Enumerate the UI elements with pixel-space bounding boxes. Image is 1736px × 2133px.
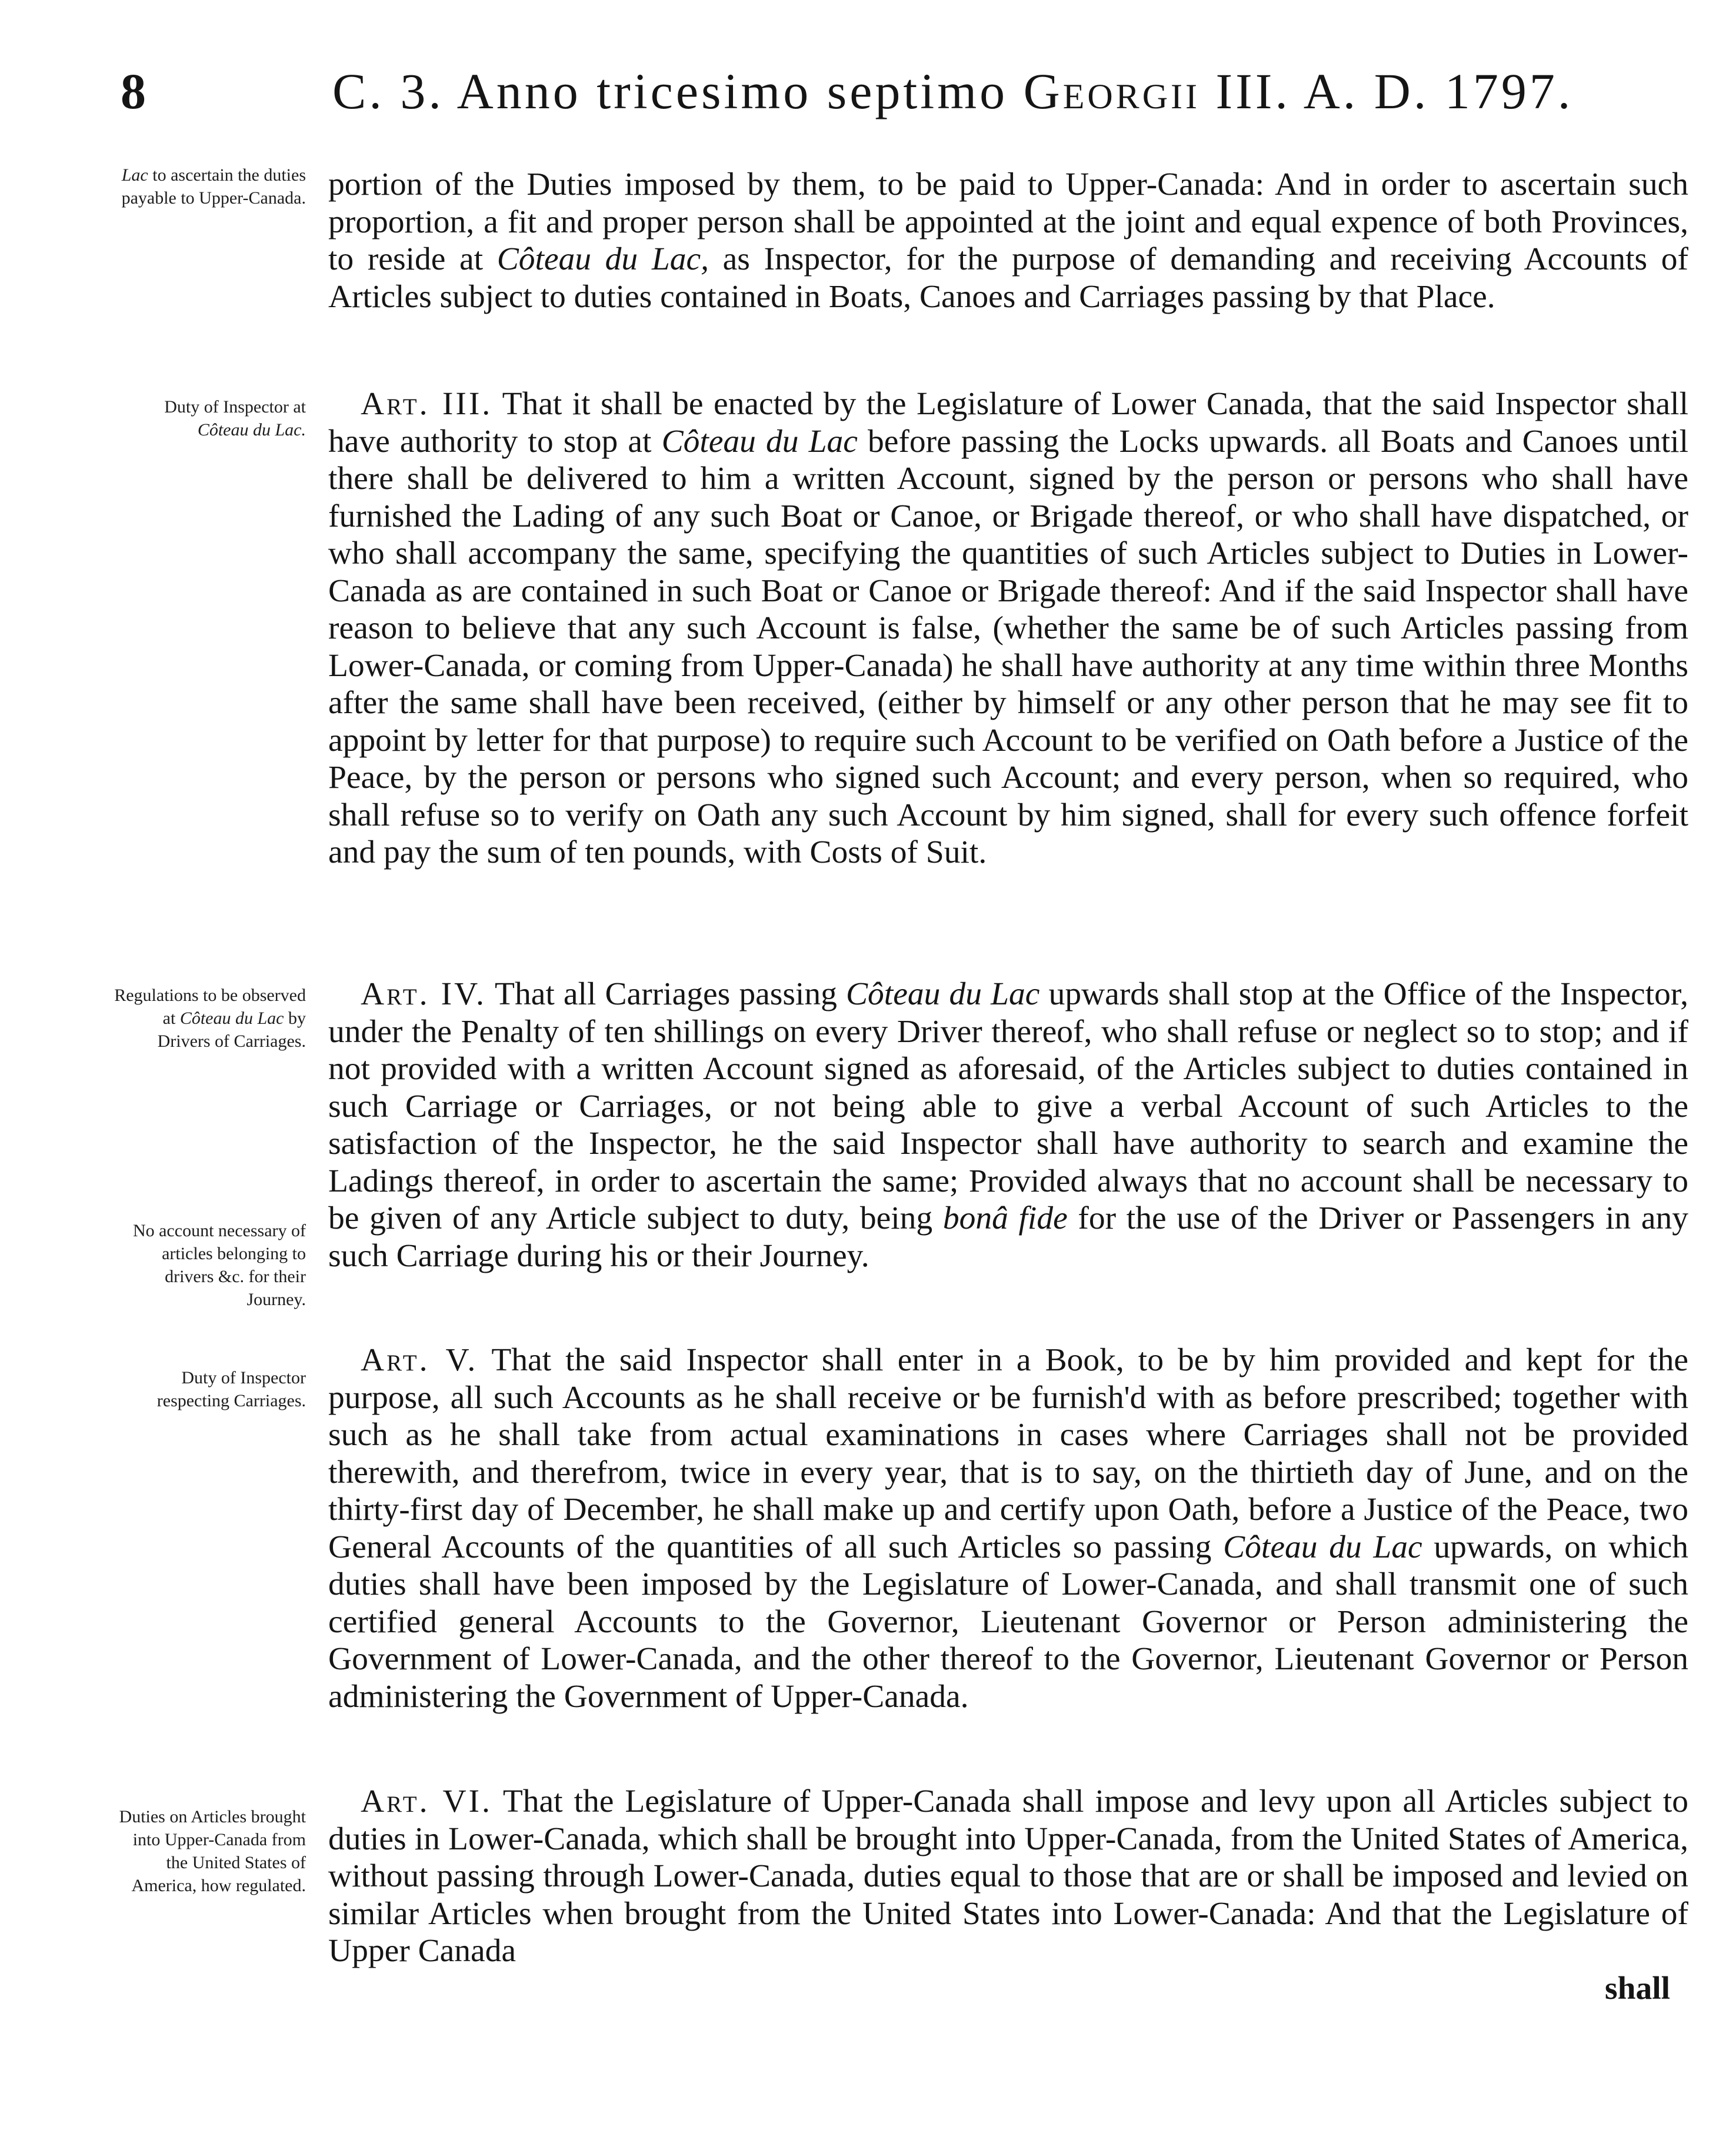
chapter-number: C. 3. <box>332 63 444 119</box>
article-vi: Art. VI. That the Legislature of Upper-Canada shall impose and levy upon all Articles subject to duties in Lower-Canada, which shall be brought into Upper-Canada, from the United States of America, without passing through Lower-Canada, duties equal to those that are or shall be imposed and levied on similar Articles when brought from the United States into Lower-Canada: And that the Legislature of Upper Canada <box>328 1783 1688 1969</box>
article-v: Art. V. That the said Inspector shall enter in a Book, to be by him provided and kept for the purpose, all such Accounts as he shall receive or be furnish'd with as before prescribed; together with such as he shall take from actual examinations in cases where Carriages shall not be provided therewith, and therefrom, twice in every year, that is to say, on the thirtieth day of June, and on the thirty-first day of December, he shall make up and certify upon Oath, before a Justice of the Peace, two General Accounts of the quantities of all such Articles so passing Côteau du Lac upwards, on which duties shall have been imposed by the Legislature of Lower-Canada, and shall transmit one of such certified general Accounts to the Governor, Lieutenant Governor or Person administering the Government of Lower-Canada, and the other thereof to the Governor, Lieutenant Governor or Person administering the Government of Upper-Canada. <box>328 1342 1688 1715</box>
article-label: Art. III. <box>361 386 493 422</box>
page-header <box>112 62 1688 132</box>
monarch-numeral: III. <box>1215 63 1291 119</box>
margin-note: Lac to ascertain the duties payable to Upper-Canada. <box>121 165 306 208</box>
catchword: shall <box>1605 1971 1671 2006</box>
article-label: Art. IV. <box>361 976 487 1012</box>
running-head <box>332 62 1573 121</box>
margin-note: No account necessary of articles belonging to drivers &c. for their Journey. <box>132 1221 306 1309</box>
year-of-lord: A. D. 1797. <box>1303 63 1574 119</box>
article-iv: Art. IV. That all Carriages passing Côteau du Lac upwards shall stop at the Office of the Inspector, under the Penalty of ten shillings on every Driver thereof, who shall refuse or neglect so to stop; and if not provided with a written Account signed as aforesaid, of the Articles subject to duties contained in such Carriage or Carriages, or not being able to give a verbal Account of such Articles to the satisfaction of the Inspector, he the said Inspector shall have authority to search and examine the Ladings thereof, in order to ascertain the same; Provided always that no account shall be necessary to be given of any Article subject to duty, being bonâ fide for the use of the Driver or Passengers in any such Carriage during his or their Journey. <box>328 976 1688 1274</box>
article-iii: Art. III. That it shall be enacted by the Legislature of Lower Canada, that the said Inspector shall have authority to stop at Côteau du Lac before passing the Locks upwards. all Boats and Canoes until there shall be delivered to him a written Account, signed by the person or persons who shall have furnished the Lading of any such Boat or Canoe, or Brigade thereof, or who shall have dispatched, or who shall accompany the same, specifying the quantities of such Articles subject to Duties in Lower-Canada as are contained in such Boat or Canoe or Brigade thereof: And if the said Inspector shall have reason to believe that any such Account is false, (whether the same be of such Articles passing from Lower-Canada, or coming from Upper-Canada) he shall have authority at any time within three Months after the same shall have been received, (either by himself or any other person that he may see fit to appoint by letter for that purpose) to require such Account to be verified on Oath before a Justice of the Peace, by the person or persons who signed such Account; and every person, when so required, who shall refuse so to verify on Oath any such Account by him signed, shall for every such offence forfeit and pay the sum of ten pounds, with Costs of Suit. <box>328 386 1688 870</box>
article-label: Art. V. <box>361 1342 478 1378</box>
margin-note: Regulations to be observed at Côteau du Lac by Drivers of Carriages. <box>114 986 306 1051</box>
page-number: 8 <box>121 63 146 119</box>
article-label: Art. VI. <box>361 1783 492 1819</box>
monarch-name: Georgii <box>1023 63 1200 119</box>
body-paragraph: portion of the Duties imposed by them, to be paid to Upper-Canada: And in order to ascertain such proportion, a fit and proper person shall be appointed at the joint and equal expence of both Provinces, to reside at Côteau du Lac, as Inspector, for the purpose of demanding and receiving Accounts of Articles subject to duties contained in Boats, Canoes and Carriages passing by that Place. <box>328 167 1688 315</box>
margin-note: Duties on Articles brought into Upper-Canada from the United States of America, how regulated. <box>119 1807 306 1895</box>
margin-note: Duty of Inspector respecting Carriages. <box>156 1368 306 1410</box>
margin-note: Duty of Inspector at Côteau du Lac. <box>164 397 306 440</box>
regnal-year: Anno tricesimo septimo <box>457 63 1008 119</box>
